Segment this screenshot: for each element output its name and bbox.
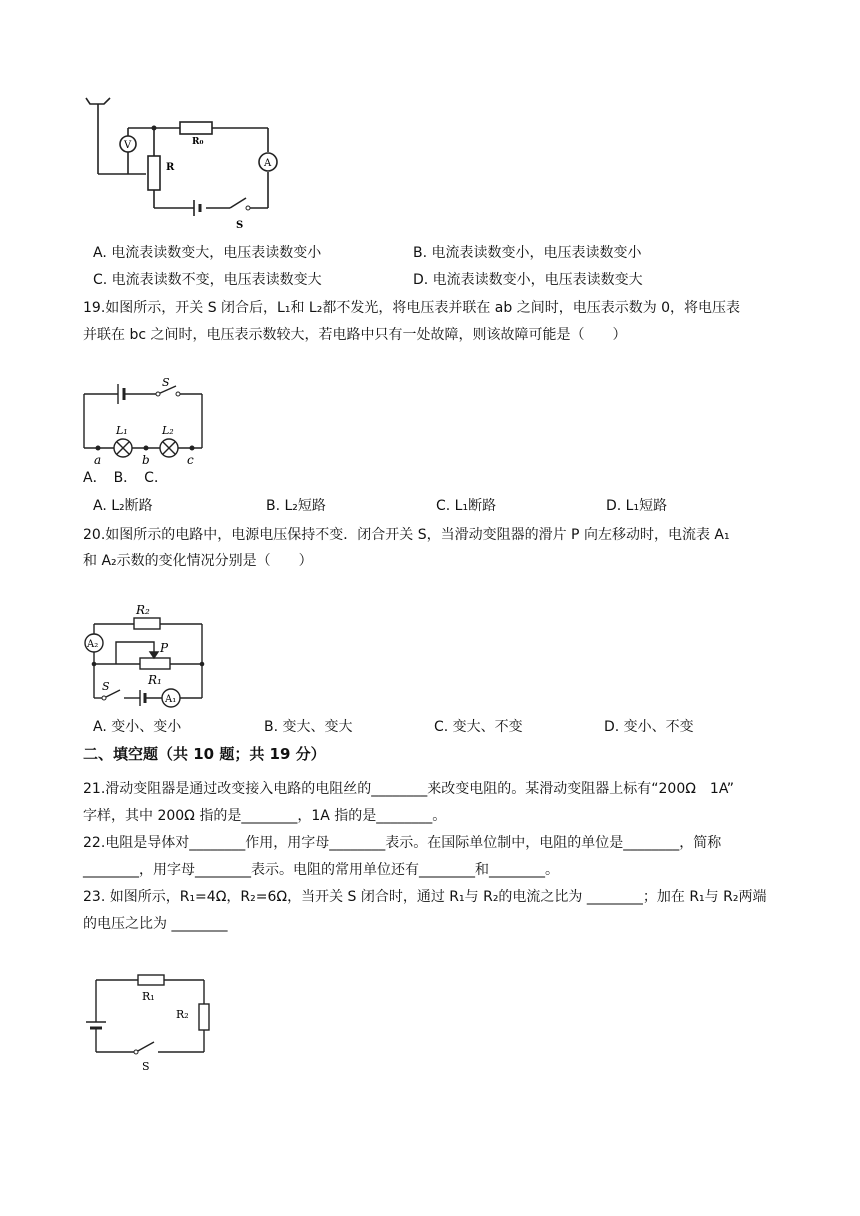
- q22-line2: ________，用字母________表示。电阻的常用单位还有________和________。: [83, 862, 559, 878]
- q20-option-c[interactable]: C. 变大、不变: [434, 719, 523, 735]
- q20-option-d[interactable]: D. 变小、不变: [604, 719, 694, 735]
- q18-circuit-diagram: [80, 90, 290, 231]
- q20-s-label: S: [102, 680, 110, 693]
- q18-option-c[interactable]: C. 电流表读数不变，电压表读数变大: [93, 272, 322, 288]
- q20-r2-label: R₂: [136, 603, 150, 617]
- q20-option-a[interactable]: A. 变小、变小: [93, 719, 182, 735]
- q19-option-c[interactable]: C. L₁断路: [436, 498, 497, 514]
- q21-line1: 21.滑动变阻器是通过改变接入电路的电阻丝的________来改变电阻的。某滑动变阻器上标有“200Ω 1A”: [83, 781, 734, 797]
- q20-r1-label: R₁: [148, 673, 162, 687]
- q19-l2-label: L₂: [162, 424, 174, 437]
- q18-ammeter-label: A: [264, 158, 272, 169]
- q20-p-label: P: [160, 641, 169, 655]
- q19-stem-line1: 19.如图所示，开关 S 闭合后，L₁和 L₂都不发光，将电压表并联在 ab 之间时，电压表示数为 0，将电压表: [83, 300, 741, 316]
- q21-line2: 字样，其中 200Ω 指的是________，1A 指的是________。: [83, 808, 447, 824]
- q19-c-label: c: [187, 453, 194, 467]
- q18-r-label: R: [166, 162, 175, 173]
- q22-line1: 22.电阻是导体对________作用，用字母________表示。在国际单位制中，电阻的单位是________，简称: [83, 835, 722, 851]
- q19-s-label: S: [162, 376, 170, 389]
- q18-r0-label: R₀: [192, 137, 204, 147]
- q19-stem-line2: 并联在 bc 之间时，电压表示数较大，若电路中只有一处故障，则该故障可能是（ ）: [83, 327, 627, 343]
- q23-r1-label: R₁: [142, 990, 155, 1003]
- q19-option-a[interactable]: A. L₂断路: [93, 498, 153, 514]
- q19-option-d[interactable]: D. L₁短路: [606, 498, 668, 514]
- q20-stem-line2: 和 A₂示数的变化情况分别是（ ）: [83, 553, 313, 569]
- q18-option-b[interactable]: B. 电流表读数变小，电压表读数变小: [413, 245, 642, 261]
- q20-stem-line1: 20.如图所示的电路中，电源电压保持不变．闭合开关 S，当滑动变阻器的滑片 P 向左移动时，电流表 A₁: [83, 527, 730, 543]
- q19-abc-row: A． B． C．: [83, 470, 168, 486]
- q23-circuit-diagram: [80, 970, 220, 1075]
- q19-circuit-diagram: [80, 372, 210, 467]
- q19-option-b[interactable]: B. L₂短路: [266, 498, 326, 514]
- section-2-title: 二、填空题（共 10 题；共 19 分）: [83, 745, 326, 763]
- q20-option-b[interactable]: B. 变大、变大: [264, 719, 353, 735]
- q18-s-label: S: [236, 220, 244, 231]
- q19-a-label: a: [94, 453, 102, 467]
- q20-a1-label: A₁: [165, 694, 177, 705]
- q18-option-d[interactable]: D. 电流表读数变小，电压表读数变大: [413, 272, 643, 288]
- q18-voltmeter-label: V: [124, 140, 132, 151]
- q19-b-label: b: [142, 453, 150, 467]
- q23-line2: 的电压之比为 ________: [83, 916, 228, 932]
- q23-s-label: S: [142, 1060, 150, 1073]
- q20-circuit-diagram: [80, 598, 210, 710]
- q19-l1-label: L₁: [116, 424, 128, 437]
- q18-option-a[interactable]: A. 电流表读数变大，电压表读数变小: [93, 245, 322, 261]
- q20-a2-label: A₂: [87, 639, 99, 650]
- q23-r2-label: R₂: [176, 1008, 189, 1021]
- q23-line1: 23. 如图所示，R₁=4Ω，R₂=6Ω，当开关 S 闭合时，通过 R₁与 R₂的电流之比为 ________；加在 R₁与 R₂两端: [83, 889, 767, 905]
